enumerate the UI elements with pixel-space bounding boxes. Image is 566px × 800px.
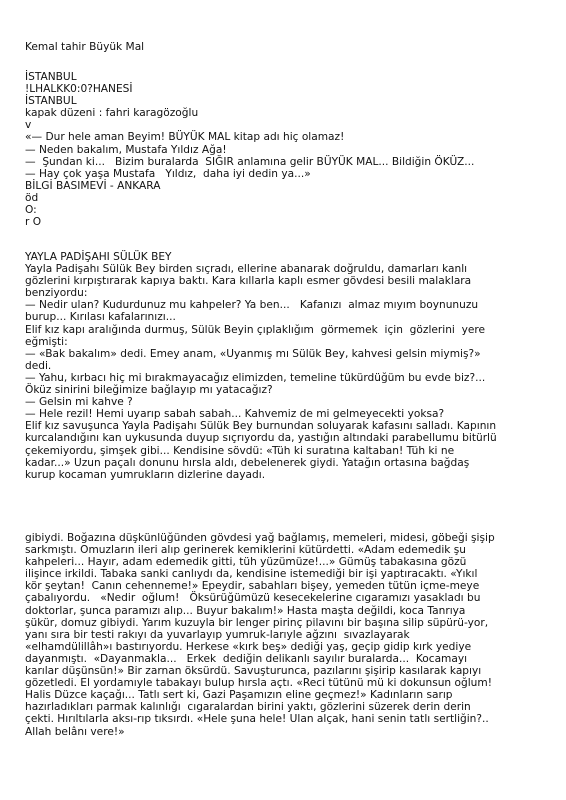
paragraph-line: — «Bak bakalım» dedi. Emey anam, «Uyanmış mı Sülük Bey, kahvesi gelsin miymiş?» <box>25 347 481 360</box>
paragraph-line: Elif kız kapı aralığında durmuş, Sülük Beyin çıplaklığım görmemek için gözlerini yere <box>25 323 486 336</box>
paragraph-line: karılar düşünsün!» Bir zarnan öksürdü. Savuşturunca, pazılarını şişirip kasılarak kapıyı <box>25 665 482 678</box>
paragraph-line: — Nedir ulan? Kudurdunuz mu kahpeler? Ya ben... Kafanızı almaz mıyım boynunuzu <box>25 299 479 312</box>
paragraph-line: YAYLA PADİŞAHI SÜLÜK BEY <box>25 251 172 263</box>
front-matter-line: öd <box>25 191 39 204</box>
paragraph-line: — Hele rezil! Hemi uyarıp sabah sabah... Kahvemiz de mi gelmeyecekti yoksa? <box>25 408 445 421</box>
front-matter-line: O: <box>25 204 37 217</box>
paragraph-line: çekemiyordu, şimşek gibi... Kendisine sövdü: «Tüh ki suratına kaltaban! Tüh ki ne <box>25 444 455 457</box>
paragraph-line: yanı sıra bir testi rakıyı da yuvarlayıp yumruk-larıyle ağzını sıvazlayarak <box>25 628 410 641</box>
paragraph-line: kurup kocaman yumrukların dizlerine dayadı. <box>25 468 266 481</box>
paragraph-line: dayanmıştı. «Dayanmakla... Erkek dediğin delikanlı sayılır buralarda... Kocamayı <box>25 652 468 665</box>
front-matter-line: — Neden bakalım, Mustafa Yıldız Ağa! <box>25 143 227 156</box>
paragraph-line: — Yahu, kırbacı hiç mi bırakmayacağız elimizden, temeline tükürdüğüm bu evde biz?... <box>25 371 486 384</box>
document-title: Kemal tahir Büyük Mal <box>25 41 145 53</box>
paragraph-line: kurcalandığını kan uykusunda duyup sıçrıyordu da, yastığın altındaki parabellumu bitürlü <box>25 432 497 445</box>
front-matter-line: kapak düzeni : fahri karagözoğlu <box>25 107 199 120</box>
paragraph-line: ilişince irkildi. Tabaka sanki canlıydı da, kendisine istemediği bir işi yaptıracaktı. «Yıkıl <box>25 568 478 581</box>
paragraph-line: «elhamdülillâh»ı bastırıyordu. Herkese «kırk beş» dediği yaş, geçip gidip kırk yediye <box>25 640 472 653</box>
paragraph-line: çekti. Hırıltılarla aksı-rıp tıksırdı. «Hele şuna hele! Ulan alçak, hani senin tatlı sertliğin?.. <box>25 713 489 726</box>
paragraph-line: hazırladıkları parmak kalınlığı cıgaralardan birini yaktı, gözlerini süzerek derin derin <box>25 701 471 714</box>
paragraph-line: eğmişti: <box>25 335 68 348</box>
paragraph-line: çabalıyordu. «Nedir oğlum! Öksürüğümüzü kesecekelerine cıgaramızı yasakladı bu <box>25 592 481 605</box>
continuation-text <box>25 532 545 738</box>
paragraph-line: benziyordu: <box>25 287 88 300</box>
front-matter-line: İSTANBUL <box>25 71 77 83</box>
paragraph-line: sarkmıştı. Omuzların ileri alıp gerinerek kemiklerini kütürdetti. «Adam edemedik şu <box>25 544 467 557</box>
paragraph-line: kahpeleri... Hayır, adam edemedik gitti, tüh yüzümüze!...» Gümüş tabakasına gözü <box>25 556 467 569</box>
front-matter-line: «— Dur hele aman Beyim! BÜYÜK MAL kitap adı hiç olamaz! <box>25 131 345 144</box>
paragraph-line: dedi. <box>25 359 52 372</box>
paragraph-line: Yayla Padişahı Sülük Bey birden sıçradı, ellerine abanarak doğruldu, damarları kanlı <box>25 263 468 276</box>
paragraph-line: burup... Kırılası kafalarınızı... <box>25 311 176 324</box>
paragraph-line: gözetledi. El yordamıyle tabakayı bulup hırsla açtı. «Reci tütünü mü ki dokunsun oğlum! <box>25 677 492 690</box>
paragraph-line: doktorlar, şunca paramızı alıp... Buyur bakalım!» Hasta maşta değildi, koca Tanrıya <box>25 604 466 617</box>
front-matter-line: — Şundan ki... Bizim buralarda SIĞIR anlamına gelir BÜYÜK MAL... Bildiğin ÖKÜZ... <box>25 155 475 168</box>
front-matter <box>25 71 545 228</box>
paragraph-line: gözlerini kırpıştırarak kapıya baktı. Kara kıllarla kaplı esmer gövdesi besili malaklara <box>25 275 472 288</box>
paragraph-line: kör şeytan! Canın cehenneme!» Epeydir, sabahları bişey, yemeden tütün içme-meye <box>25 580 480 593</box>
front-matter-line: İSTANBUL <box>25 95 77 108</box>
paragraph-line: — Gelsin mi kahve ? <box>25 396 133 409</box>
paragraph-line: kadar...» Uzun paçalı donunu hırsla aldı, debelenerek giydi. Yatağın ortasına bağdaş <box>25 456 470 469</box>
paragraph-line: Halis Düzce kaçağı... Tatlı sert ki, Gazi Paşamızın eline geçmez!» Kadınların sarıp <box>25 689 453 702</box>
front-matter-line: !LHALKK0:0?HANESİ <box>25 83 133 96</box>
front-matter-line: — Hay çok yaşa Mustafa Yıldız, daha iyi dedin ya...» <box>25 167 311 180</box>
paragraph-line: Elif kız savuşunca Yayla Padişahı Sülük Bey burnundan soluyarak kafasını salladı. Kapının <box>25 420 497 433</box>
paragraph-line: gibiydi. Boğazına düşkünlüğünden gövdesi yağ bağlamış, memeleri, midesi, göbeği şişip <box>25 532 495 544</box>
paragraph-line: şükür, domuz gibiydi. Yarım kuzuyla bir lenger pirinç pilavını bir başına silip süpürü-yor, <box>25 616 489 629</box>
front-matter-line: r O <box>25 216 42 229</box>
front-matter-line: v <box>25 119 32 132</box>
front-matter-line: BİLGİ BASIMEVİ - ANKARA <box>25 179 161 192</box>
chapter-text <box>25 251 545 481</box>
paragraph-line: Allah belânı vere!» <box>25 725 125 738</box>
paragraph-line: Öküz sinirini bileğimize bağlayıp mı yatacağız? <box>25 384 273 397</box>
